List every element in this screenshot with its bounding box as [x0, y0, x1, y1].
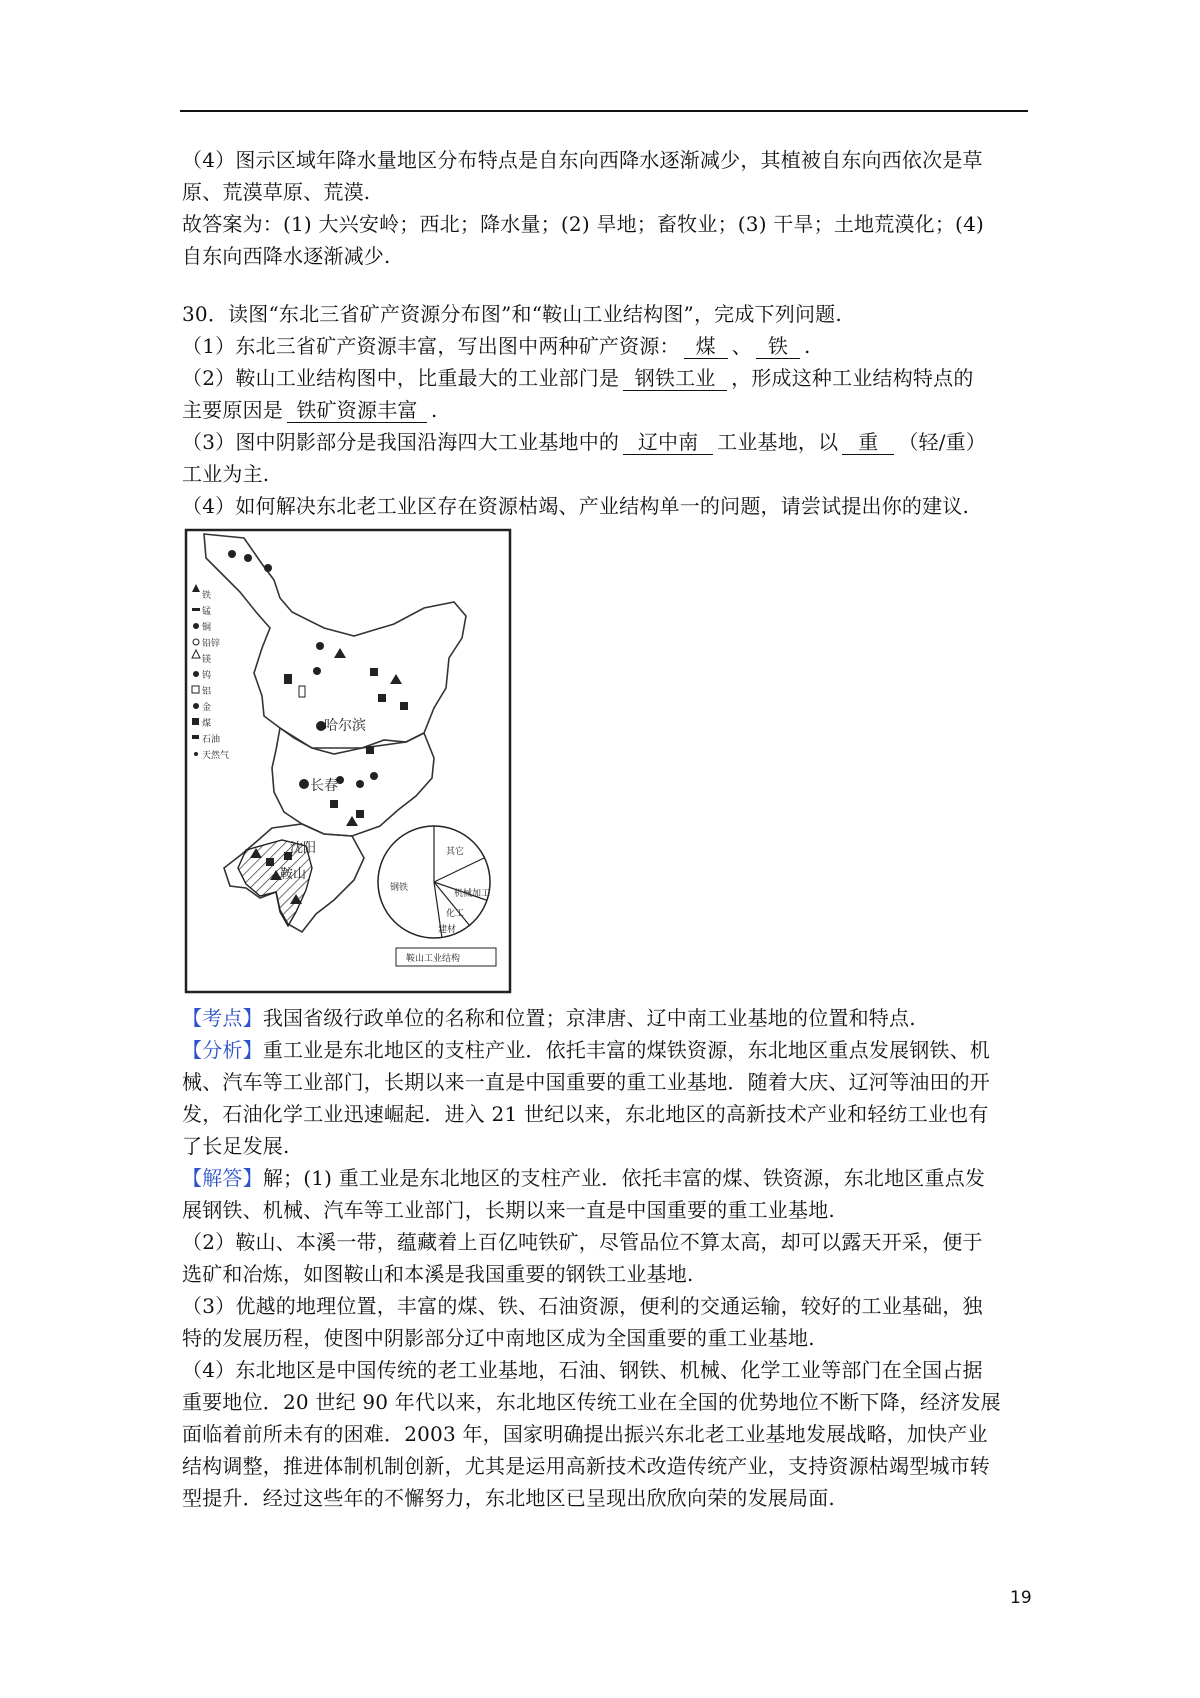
- kaodian-tag: 【考点】: [182, 1006, 263, 1030]
- prev-answer-line1: 故答案为：(1) 大兴安岭；西北；降水量；(2) 旱地；畜牧业；(3) 干旱；土地荒漠化；(4): [182, 212, 984, 236]
- q30-sub2-line2: [182, 394, 1027, 426]
- pie-label-building: 建材: [438, 925, 457, 935]
- pie-label-other: 其它: [446, 847, 465, 857]
- q30-sub2-line1: [182, 362, 1027, 394]
- jieda-line2: 展钢铁、机械、汽车等工业部门，长期以来一直是中国重要的重工业基地.: [182, 1198, 835, 1222]
- q30-sub2-mid: ，形成这种工业结构特点的: [731, 366, 974, 390]
- legend-item-7: 金: [202, 703, 212, 713]
- jieda-p3-line1: （3）优越的地理位置，丰富的煤、铁、石油资源，便利的交通运输，较好的工业基础，独: [182, 1294, 983, 1318]
- q30-sub1: [182, 330, 1027, 362]
- jieda-tag: 【解答】: [182, 1166, 263, 1190]
- answer-blank-coal: 煤: [684, 334, 728, 359]
- jieda-section: [182, 1162, 1027, 1194]
- page-number: 19: [1010, 1588, 1032, 1608]
- fenxi-section: [182, 1034, 1027, 1066]
- answer-blank-base: 辽中南: [623, 430, 713, 455]
- jieda-p4-line2: 重要地位．20 世纪 90 年代以来，东北地区传统工业在全国的优势地位不断下降，经济发展: [182, 1390, 1001, 1414]
- q30-sub3-line2: 工业为主.: [182, 462, 270, 486]
- legend-item-6: 铝: [202, 687, 212, 697]
- q30-sub1-end: .: [803, 334, 811, 358]
- jieda-p2-line1: （2）鞍山、本溪一带，蕴藏着上百亿吨铁矿，尽管品位不算太高，却可以露天开采，便于: [182, 1230, 983, 1254]
- upper-text: [182, 144, 1027, 522]
- jieda-p4-line5: 型提升．经过这些年的不懈努力，东北地区已呈现出欣欣向荣的发展局面.: [182, 1486, 835, 1510]
- jieda-p4-line3: 面临着前所未有的困难．2003 年，国家明确提出振兴东北老工业基地发展战略，加快产业: [182, 1422, 988, 1446]
- q30-stem: 30．读图“东北三省矿产资源分布图”和“鞍山工业结构图”，完成下列问题.: [182, 302, 842, 326]
- fenxi-line2: 械、汽车等工业部门，长期以来一直是中国重要的重工业基地．随着大庆、辽河等油田的开: [182, 1070, 990, 1094]
- legend-item-2: 铜: [202, 623, 212, 633]
- legend-item-0: 铁: [202, 591, 212, 601]
- prev-para4-line1: （4）图示区域年降水量地区分布特点是自东向西降水逐渐减少，其植被自东向西依次是草: [182, 148, 983, 172]
- kaodian-text: 我国省级行政单位的名称和位置；京津唐、辽中南工业基地的位置和特点.: [262, 1006, 916, 1030]
- fenxi-line1: 重工业是东北地区的支柱产业．依托丰富的煤铁资源，东北地区重点发展钢铁、机: [262, 1038, 991, 1062]
- answer-blank-steel: 钢铁工业: [623, 366, 727, 391]
- prev-para4-line2: 原、荒漠草原、荒漠.: [182, 180, 371, 204]
- jieda-p4-line1: （4）东北地区是中国传统的老工业基地，石油、钢铁、机械、化学工业等部门在全国占据: [182, 1358, 983, 1382]
- legend-item-9: 石油: [202, 735, 221, 745]
- pie-label-steel: 钢铁: [390, 883, 409, 893]
- pie-title: 鞍山工业结构: [406, 954, 461, 964]
- fenxi-tag: 【分析】: [182, 1038, 263, 1062]
- legend-item-1: 锰: [202, 607, 212, 617]
- prev-answer-line2: 自东向西降水逐渐减少.: [182, 244, 391, 268]
- lower-text: [182, 1002, 1027, 1514]
- jieda-line1: 解；(1) 重工业是东北地区的支柱产业．依托丰富的煤、铁资源，东北地区重点发: [262, 1166, 986, 1190]
- q30-sub3-prompt: （3）图中阴影部分是我国沿海四大工业基地中的: [182, 430, 620, 454]
- city-label-shenyang: 沈阳: [290, 841, 317, 856]
- q30-sub1-prompt: （1）东北三省矿产资源丰富，写出图中两种矿产资源：: [182, 334, 680, 358]
- header-rule: [180, 110, 1028, 112]
- pie-label-chemical: 化工: [446, 909, 465, 919]
- city-label-anshan: 鞍山: [280, 867, 307, 882]
- fenxi-line3: 发，石油化学工业迅速崛起．进入 21 世纪以来，东北地区的高新技术产业和轻纺工业也有: [182, 1102, 989, 1126]
- city-label-changchun: 长春: [310, 778, 338, 794]
- answer-blank-iron: 铁: [756, 334, 800, 359]
- q30-sub2-prompt2: 主要原因是: [182, 398, 283, 422]
- q30-sub4: （4）如何解决东北老工业区存在资源枯竭、产业结构单一的问题，请尝试提出你的建议.: [182, 494, 970, 518]
- q30-sub3-line1: [182, 426, 1027, 458]
- city-label-harbin: 哈尔滨: [324, 718, 366, 734]
- legend-item-5: 钨: [202, 671, 212, 681]
- legend-item-10: 天然气: [202, 751, 230, 761]
- kaodian-section: [182, 1002, 1027, 1034]
- northeast-mineral-map: [184, 528, 512, 994]
- q30-sub1-sep: 、: [731, 334, 752, 358]
- answer-blank-heavy: 重: [842, 430, 894, 455]
- legend-item-4: 镁: [202, 655, 212, 665]
- jieda-p3-line2: 特的发展历程，使图中阴影部分辽中南地区成为全国重要的重工业基地.: [182, 1326, 815, 1350]
- q30-sub3-end: （轻/重）: [898, 430, 987, 454]
- legend-item-3: 铅锌: [202, 639, 221, 649]
- jieda-p2-line2: 选矿和冶炼，如图鞍山和本溪是我国重要的钢铁工业基地.: [182, 1262, 694, 1286]
- answer-blank-reason: 铁矿资源丰富: [287, 398, 427, 423]
- q30-sub2-prompt: （2）鞍山工业结构图中，比重最大的工业部门是: [182, 366, 620, 390]
- q30-sub3-mid: 工业基地，以: [717, 430, 839, 454]
- legend-item-8: 煤: [202, 719, 212, 729]
- pie-label-machinery: 机械加工: [454, 889, 491, 899]
- fenxi-line4: 了长足发展.: [182, 1134, 290, 1158]
- jieda-p4-line4: 结构调整，推进体制机制创新，尤其是运用高新技术改造传统产业，支持资源枯竭型城市转: [182, 1454, 990, 1478]
- q30-sub2-end: .: [431, 398, 438, 422]
